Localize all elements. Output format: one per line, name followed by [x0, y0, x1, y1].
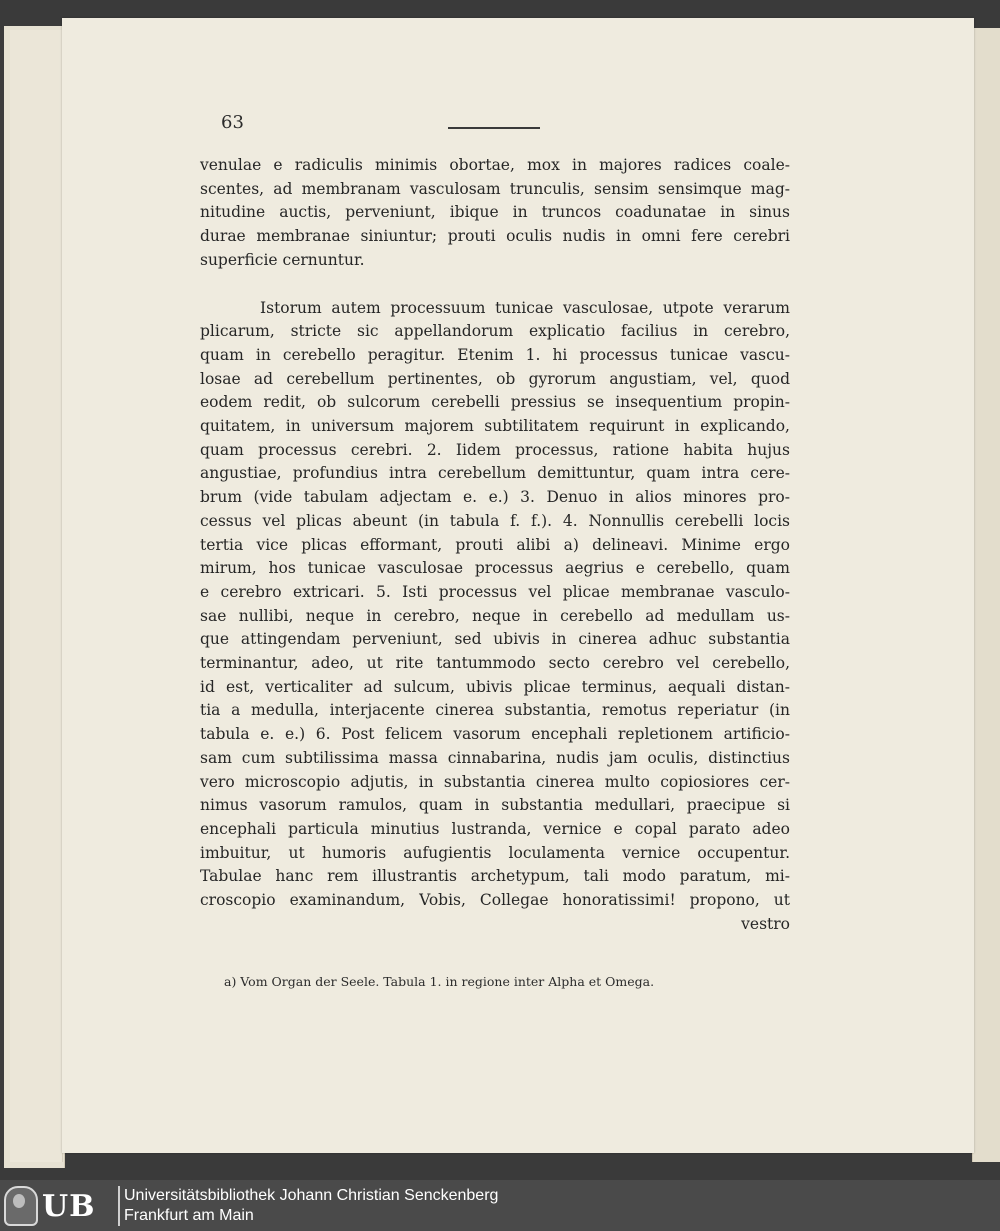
text-line: Istorum autem processuum tunicae vasculosae, utpote verarum	[260, 298, 790, 317]
text-line: vero microscopio adjutis, in substantia cinerea multo copiosiores cer-	[200, 772, 790, 791]
text-line: nimus vasorum ramulos, quam in substantia medullari, praecipue si	[200, 796, 790, 815]
library-footer	[0, 1180, 1000, 1231]
library-logo[interactable]	[4, 1186, 116, 1226]
text-line: quam in cerebello peragitur. Etenim 1. hi processus tunicae vascu-	[200, 345, 790, 364]
text-line: scentes, ad membranam vasculosam trunculis, sensim sensimque mag-	[200, 179, 790, 198]
text-line: nitudine auctis, perveniunt, ibique in truncos coadunatae in sinus	[200, 203, 790, 222]
text-line: sam cum subtilissima massa cinnabarina, nudis jam oculis, distinctius	[200, 748, 790, 767]
text-line: encephali particula minutius lustranda, vernice e copal parato adeo	[200, 819, 790, 838]
text-line: tabula e. e.) 6. Post felicem vasorum encephali repletionem artificio-	[200, 725, 790, 744]
logo-text: UB	[42, 1188, 96, 1224]
text-line: eodem redit, ob sulcorum cerebelli pressius se insequentium propin-	[200, 393, 790, 412]
library-name-line1: Universitätsbibliothek Johann Christian Senckenberg	[124, 1187, 499, 1204]
text-line: angustiae, profundius intra cerebellum demittuntur, quam intra cere-	[200, 464, 790, 483]
text-line: Tabulae hanc rem illustrantis archetypum, tali modo paratum, mi-	[200, 867, 790, 886]
text-line: quam processus cerebri. 2. Iidem processus, ratione habita hujus	[200, 440, 790, 459]
text-line: sae nullibi, neque in cerebro, neque in cerebello ad medullam us-	[200, 606, 790, 625]
text-line: losae ad cerebellum pertinentes, ob gyrorum angustiam, vel, quod	[200, 369, 790, 388]
footer-divider	[118, 1186, 120, 1226]
footnote: a) Vom Organ der Seele. Tabula 1. in regione inter Alpha et Omega.	[224, 974, 655, 989]
text-line: brum (vide tabulam adjectam e. e.) 3. Denuo in alios minores pro-	[200, 488, 790, 507]
library-name-line2: Frankfurt am Main	[124, 1207, 254, 1224]
text-line: mirum, hos tunicae vasculosae processus aegrius e cerebello, quam	[200, 559, 790, 578]
catchword: vestro	[741, 914, 790, 933]
text-line: que attingendam perveniunt, sed ubivis in cinerea adhuc substantia	[200, 630, 790, 649]
text-line: plicarum, stricte sic appellandorum explicatio facilius in cerebro,	[200, 322, 790, 341]
text-line: croscopio examinandum, Vobis, Collegae honoratissimi! propono, ut	[200, 891, 790, 910]
header-rule	[448, 127, 540, 129]
text-line: terminantur, adeo, ut rite tantummodo secto cerebro vel cerebello,	[200, 654, 790, 673]
text-line: imbuitur, ut humoris aufugientis loculamenta vernice occupentur.	[200, 843, 790, 862]
text-line: e cerebro extricari. 5. Isti processus vel plicae membranae vasculo-	[200, 582, 790, 601]
text-line: quitatem, in universum majorem subtilitatem requirunt in explicando,	[200, 417, 790, 436]
library-name	[124, 1186, 498, 1226]
text-line: tia a medulla, interjacente cinerea substantia, remotus reperiatur (in	[200, 701, 790, 720]
page-number: 63	[221, 112, 244, 133]
text-line: id est, verticaliter ad sulcum, ubivis plicae terminus, aequali distan-	[200, 677, 790, 696]
paragraph-1	[200, 154, 790, 273]
portrait-emblem-icon	[4, 1186, 38, 1226]
text-line: superficie cernuntur.	[200, 250, 365, 269]
body-text	[200, 154, 790, 937]
right-page-edge	[972, 28, 1000, 1162]
text-line: venulae e radiculis minimis obortae, mox in majores radices coale-	[200, 156, 790, 174]
paragraph-2	[200, 297, 790, 937]
text-line: tertia vice plicas efformant, prouti alibi a) delineavi. Minime ergo	[200, 535, 790, 554]
back-page-edge-inner	[10, 30, 63, 1162]
text-line: cessus vel plicas abeunt (in tabula f. f.). 4. Nonnullis cerebelli locis	[200, 511, 790, 530]
text-line: durae membranae siniuntur; prouti oculis nudis in omni fere cerebri	[200, 227, 790, 246]
